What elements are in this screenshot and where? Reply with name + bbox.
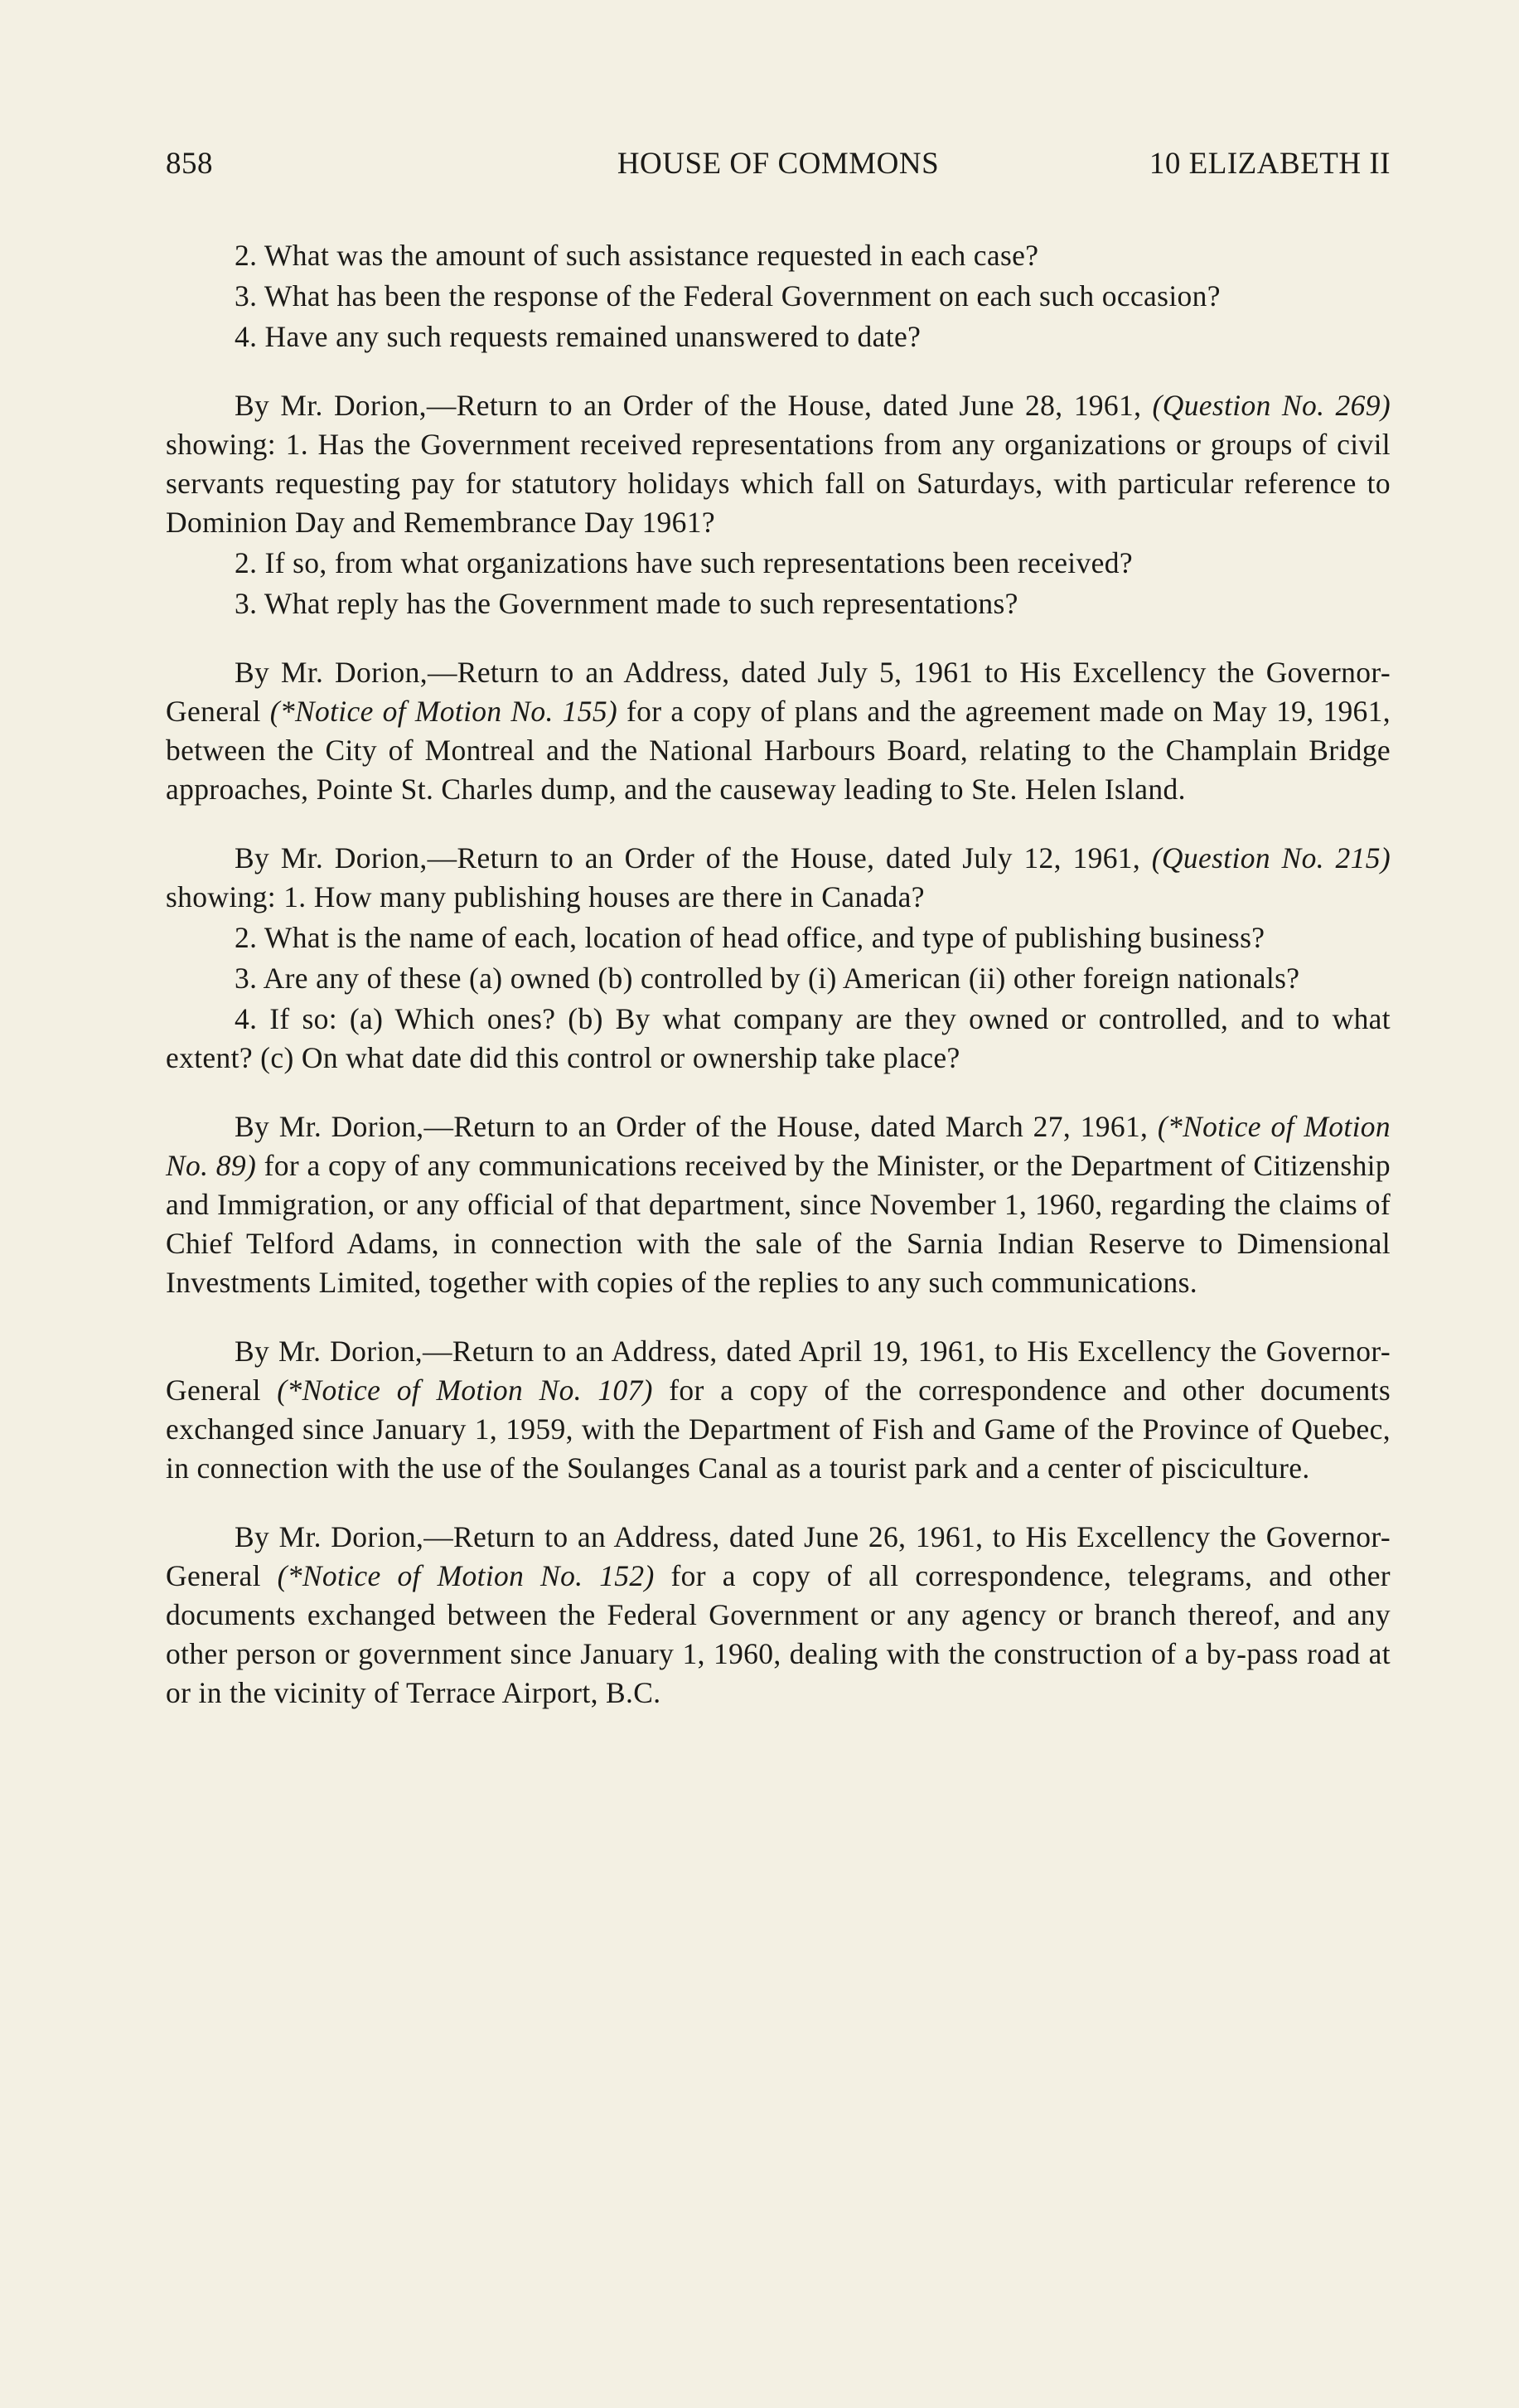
question-item	[166, 277, 1391, 316]
body-text	[166, 236, 1391, 1714]
entry-reference: (Question No. 215)	[1151, 841, 1391, 875]
entry-lead: By Mr. Dorion,—Return to an Order of the House, dated July 12, 1961,	[235, 841, 1152, 875]
question-item	[166, 1000, 1391, 1078]
journal-title: HOUSE OF COMMONS	[617, 147, 940, 181]
paragraph-text: 3. What reply has the Government made to such representations?	[235, 587, 1018, 620]
page-number: 858	[166, 147, 213, 181]
question-item	[166, 918, 1391, 957]
paragraph-text: 3. Are any of these (a) owned (b) controlled by (i) American (ii) other foreign nationals?	[235, 962, 1300, 995]
entry-reference: (*Notice of Motion No. 152)	[277, 1559, 655, 1592]
entry-tail: for a copy of the correspondence and other documents exchanged since January 1, 1959, with the Department of Fish and Game of the Province of Quebec, in connection with the use of the Soulanges Canal as a tourist park and a center of pisciculture.	[166, 1374, 1391, 1485]
entry-lead: By Mr. Dorion,—Return to an Address, dated June 26, 1961, to His Excellency the Governor-General	[166, 1520, 1391, 1592]
entry-tail: for a copy of any communications received by the Minister, or the Department of Citizenship and Immigration, or any official of that department, since November 1, 1960, regarding the claims of Chief Telford Adams, in connection with the sale of the Sarnia Indian Reserve to Dimensional Investments Limited, together with copies of the replies to any such communications.	[166, 1149, 1391, 1299]
document-page	[166, 0, 1391, 2408]
paragraph-text: 3. What has been the response of the Federal Government on each such occasion?	[235, 279, 1221, 313]
entry-lead: By Mr. Dorion,—Return to an Address, dated April 19, 1961, to His Excellency the Governor-General	[166, 1335, 1391, 1407]
question-item	[166, 236, 1391, 275]
entry-tail: showing: 1. How many publishing houses are there in Canada?	[166, 880, 925, 913]
return-entry	[166, 1518, 1391, 1713]
entry-reference: (Question No. 269)	[1152, 389, 1391, 422]
paragraph-text: 4. Have any such requests remained unanswered to date?	[235, 320, 922, 353]
paragraph-text: 2. What is the name of each, location of head office, and type of publishing business?	[235, 921, 1265, 954]
entry-reference: (*Notice of Motion No. 155)	[269, 695, 618, 728]
return-entry	[166, 839, 1391, 917]
question-item	[166, 584, 1391, 623]
entry-tail: showing: 1. Has the Government received representations from any organizations or groups of civil servants requesting pay for statutory holidays which fall on Saturdays, with particular reference to Dominion Day and Remembrance Day 1961?	[166, 428, 1391, 539]
question-item	[166, 544, 1391, 583]
entry-reference: (*Notice of Motion No. 89)	[166, 1110, 1391, 1182]
paragraph-text: 4. If so: (a) Which ones? (b) By what company are they owned or controlled, and to what extent? (c) On what date did this control or ownership take place?	[166, 1002, 1391, 1074]
return-entry	[166, 1107, 1391, 1302]
return-entry	[166, 1332, 1391, 1488]
entry-reference: (*Notice of Motion No. 107)	[277, 1374, 653, 1407]
question-item	[166, 317, 1391, 356]
paragraph-text: 2. If so, from what organizations have such representations been received?	[235, 546, 1133, 579]
return-entry	[166, 386, 1391, 542]
entry-lead: By Mr. Dorion,—Return to an Order of the House, dated March 27, 1961,	[235, 1110, 1158, 1143]
paragraph-text: 2. What was the amount of such assistance requested in each case?	[235, 239, 1039, 272]
entry-lead: By Mr. Dorion,—Return to an Order of the House, dated June 28, 1961,	[235, 389, 1153, 422]
session-label: 10 ELIZABETH II	[1149, 147, 1391, 181]
running-head	[166, 144, 1391, 184]
entry-lead: By Mr. Dorion,—Return to an Address, dated July 5, 1961 to His Excellency the Governor-General	[166, 656, 1391, 728]
entry-tail: for a copy of all correspondence, telegrams, and other documents exchanged between the Federal Government or any agency or branch thereof, and any other person or government since January 1, 1960, dealing with the construction of a by-pass road at or in the vicinity of Terrace Airport, B.C.	[166, 1559, 1391, 1709]
entry-tail: for a copy of plans and the agreement made on May 19, 1961, between the City of Montreal and the National Harbours Board, relating to the Champlain Bridge approaches, Pointe St. Charles dump, and the causeway leading to Ste. Helen Island.	[166, 695, 1391, 806]
return-entry	[166, 653, 1391, 809]
question-item	[166, 959, 1391, 998]
